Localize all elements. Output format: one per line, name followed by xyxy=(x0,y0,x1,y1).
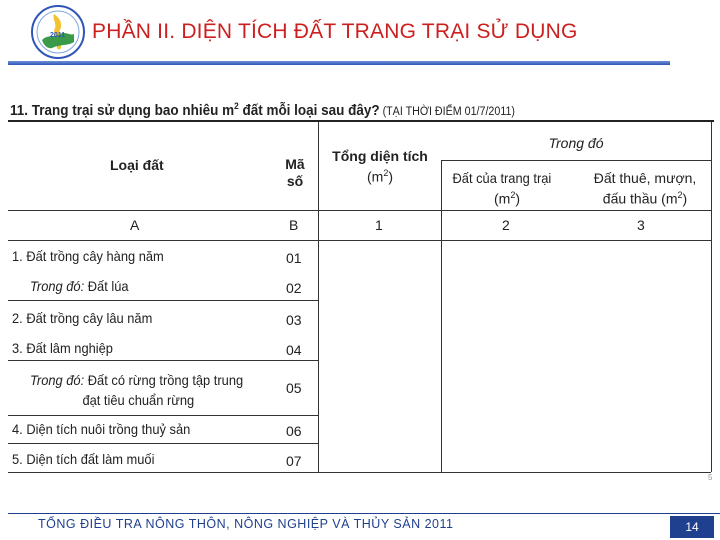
row-code: 01 xyxy=(286,250,302,266)
row-code: 05 xyxy=(286,380,302,396)
column-code-3: 3 xyxy=(637,217,645,233)
header-own-land xyxy=(443,170,571,208)
header-code-line1: Mã xyxy=(285,156,305,172)
header-rented-line2: đấu thầu $(m^2)$ xyxy=(602,190,688,207)
header-of-which: Trong đó xyxy=(548,135,604,151)
question-divider xyxy=(8,120,714,122)
row-label: 3. Đất lâm nghiệp xyxy=(12,340,113,356)
column-code-a: A xyxy=(130,217,140,233)
row-label: 2. Đất trồng cây lâu năm xyxy=(12,310,153,326)
table-vline xyxy=(711,122,712,472)
table-hline xyxy=(8,210,711,211)
page-title: PHẦN II. DIỆN TÍCH ĐẤT TRANG TRẠI SỬ DỤNG xyxy=(92,20,578,43)
question-heading xyxy=(10,101,515,119)
table-hline xyxy=(8,415,318,416)
row-label: 4. Diện tích nuôi trồng thuỷ sản xyxy=(12,421,191,437)
footer-divider xyxy=(8,513,720,514)
table-hline xyxy=(8,443,318,444)
table-vline xyxy=(318,122,319,472)
question-text-after: đất mỗi loại sau đây? xyxy=(238,102,380,119)
table-vline xyxy=(441,160,442,472)
table-hline xyxy=(8,240,711,241)
header-code-line2: số xyxy=(286,173,304,189)
header-total-label: Tổng diện tích xyxy=(332,148,428,164)
question-superscript: 2 xyxy=(234,101,239,111)
row-code: 07 xyxy=(286,453,302,469)
row-code: 03 xyxy=(286,312,302,328)
column-code-1: 1 xyxy=(375,217,383,233)
title-divider xyxy=(8,61,670,65)
question-text: 11. Trang trại sử dụng bao nhiêu m xyxy=(10,102,235,119)
table-hline xyxy=(8,360,318,361)
row-code: 04 xyxy=(286,342,302,358)
row-label: 5. Diện tích đất làm muối xyxy=(12,451,155,467)
header-own-unit: $(m^2)$ xyxy=(493,190,520,207)
page-number: 14 xyxy=(670,516,714,538)
header-own-label: Đất của trang trại xyxy=(452,170,552,186)
logo-year: 2011 xyxy=(50,32,66,39)
table-hline xyxy=(8,472,711,473)
header-total xyxy=(322,148,438,186)
header-rented-line1: Đất thuê, mượn, xyxy=(593,170,697,186)
header-code xyxy=(280,156,310,190)
table-hline xyxy=(441,160,711,161)
row-label: Trong đó: Đất có rừng trồng tập trung đạt tiêu chuẩn rừng xyxy=(30,372,244,408)
row-code: 02 xyxy=(286,280,302,296)
census-logo xyxy=(30,4,86,60)
table-hline xyxy=(8,300,318,301)
column-code-2: 2 xyxy=(502,217,510,233)
question-note: (TẠI THỜI ĐIỂM 01/7/2011) xyxy=(379,105,516,118)
footer-title: TỔNG ĐIỀU TRA NÔNG THÔN, NÔNG NGHIỆP VÀ THỦY SẢN 2011 xyxy=(38,517,454,531)
row-code: 06 xyxy=(286,423,302,439)
header-land-type: Loại đất xyxy=(110,157,164,173)
header-rented-land xyxy=(582,170,708,208)
row-label: 1. Đất trồng cây hàng năm xyxy=(12,248,164,264)
header-total-unit: $(m^2)$ xyxy=(366,168,393,185)
corner-mark: 5 xyxy=(708,473,713,482)
column-code-b: B xyxy=(289,217,299,233)
row-label: Trong đó: Đất lúa xyxy=(30,278,129,294)
